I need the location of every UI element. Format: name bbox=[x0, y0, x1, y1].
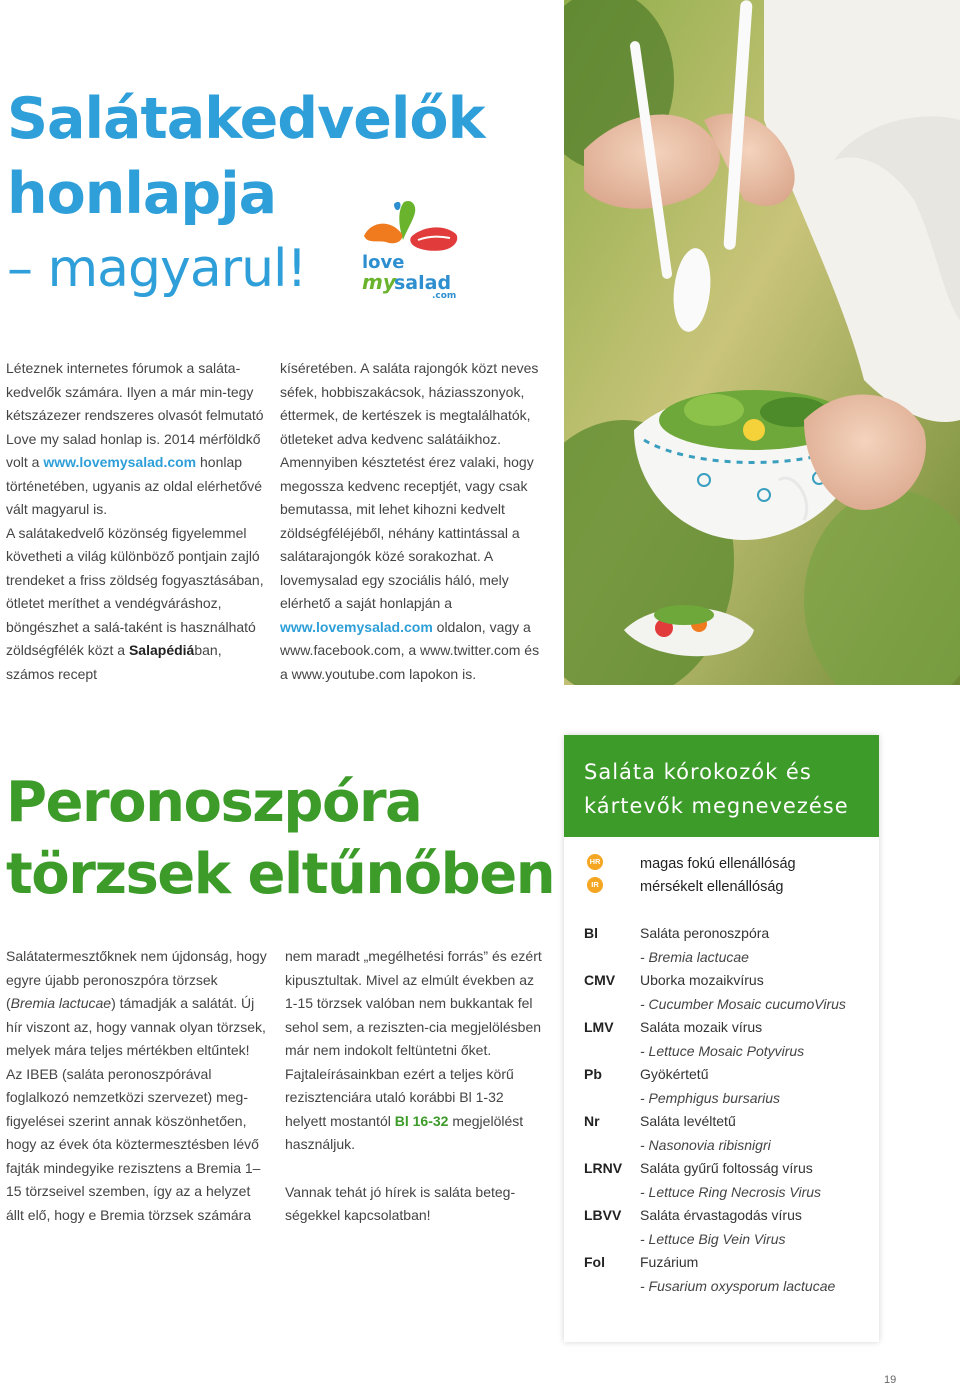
article-paragraph-5: Vannak tehát jó hírek is saláta beteg-ségekkel kapcsolatban! bbox=[285, 1183, 516, 1223]
headline-eltunoben: eltűnőben bbox=[247, 842, 555, 907]
love-my-salad-logo-icon bbox=[356, 196, 466, 300]
list-item bbox=[584, 1063, 874, 1110]
intro-text-4: Amennyiben késztetést érez valaki, hogy megossza kedvenc receptjét, vagy csak bemutassa, mit lehet kihozni kedvelt zöldségféléjéből, néhány kattintással a salátarajongók közé sorakozhat. A lovemysalad egy szociális háló, mely elérhető a saját honlapján a bbox=[280, 454, 534, 611]
intro-text-2: A salátakedvelő közönség figyelemmel követheti a világ különböző pontjain zajló trendeket a friss zöldség fogyasztásában, ötletet meríthet a vendégváráshoz, böngészhet a salá-taként is használható zöldségfélék közt a bbox=[6, 524, 264, 658]
headline-peronoszpora bbox=[6, 770, 556, 914]
intro-paragraph-4 bbox=[280, 451, 550, 686]
lovemysalad-link[interactable]: www.lovemysalad.com bbox=[43, 454, 197, 470]
intro-paragraph-1 bbox=[6, 357, 264, 522]
intro-paragraph-3: kíséretében. A saláta rajongók közt neves séfek, hobbiszakácsok, háziasszonyok, éttermek, de kertészek is megtalálhatók, ötleteket adva kedvenc salátáikhoz. bbox=[280, 360, 539, 447]
list-item bbox=[584, 969, 874, 1016]
pathogen-abbr: LRNV bbox=[584, 1160, 623, 1176]
article-text-4a: Fajtaleírásainkban ezért a teljes körű rezisztenciára utaló korábbi Bl 1-32 helyett mostantól bbox=[285, 1065, 514, 1129]
list-item bbox=[584, 1204, 874, 1251]
pathogen-name: Fuzárium bbox=[640, 1254, 699, 1270]
pathogen-abbr: Bl bbox=[584, 925, 598, 941]
headline-line-3: – magyarul! bbox=[7, 239, 307, 299]
pathogen-box bbox=[564, 735, 879, 1342]
pathogen-name: Saláta érvastagodás vírus bbox=[640, 1207, 802, 1223]
love-my-salad-logo bbox=[356, 196, 466, 300]
list-item bbox=[584, 1110, 874, 1157]
article-text-4b: megjelölést használjuk. bbox=[285, 1112, 524, 1152]
pathogen-sci-name: - Cucumber Mosaic cucumoVirus bbox=[640, 995, 846, 1012]
pathogen-sci-name: - Lettuce Mosaic Potyvirus bbox=[640, 1042, 805, 1059]
article-paragraph-1 bbox=[6, 945, 268, 1063]
intro-column-1 bbox=[6, 357, 264, 686]
headline-salatakedvelok bbox=[7, 82, 547, 307]
pathogen-box-title-2: kártevők megnevezése bbox=[584, 794, 849, 818]
bremia-name: Bremia lactucae bbox=[10, 995, 112, 1011]
bl-16-32-marker: Bl 16-32 bbox=[394, 1112, 449, 1129]
logo-text-com: .com bbox=[432, 291, 457, 300]
pathogen-sci-name: - Bremia lactucae bbox=[640, 948, 749, 965]
pathogen-abbr: Fol bbox=[584, 1254, 605, 1270]
pathogen-list bbox=[584, 922, 874, 1298]
legend-text-ir: mérsékelt ellenállóság bbox=[640, 879, 784, 895]
article-paragraph-3: nem maradt „megélhetési forrás” és ezért kipusztultak. Mivel az elmúlt években az 1-15 törzsek valóban nem bukkantak fel sehol sem, a reziszten-cia megjelölésben már nem indokolt feltüntetni őket. bbox=[285, 948, 542, 1058]
article-paragraph-4 bbox=[285, 1063, 547, 1157]
pathogen-name: Saláta levéltetű bbox=[640, 1113, 736, 1129]
intro-column-2 bbox=[280, 357, 550, 686]
lovemysalad-link-2[interactable]: www.lovemysalad.com bbox=[280, 618, 433, 635]
legend-text-hr: magas fokú ellenállóság bbox=[640, 856, 796, 872]
article-text-1a: Salátatermesztőknek nem újdonság, hogy egyre újabb peronoszpóra törzsek ( bbox=[6, 948, 267, 1011]
headline-line-1: Salátakedvelők bbox=[7, 86, 485, 152]
pathogen-abbr: LMV bbox=[584, 1019, 614, 1035]
salad-photo bbox=[564, 0, 960, 685]
list-item bbox=[584, 1157, 874, 1204]
pathogen-name: Uborka mozaikvírus bbox=[640, 972, 764, 988]
intro-paragraph-2 bbox=[6, 522, 264, 687]
pathogen-sci-name: - Fusarium oxysporum lactucae bbox=[640, 1277, 836, 1294]
logo-text-my: my bbox=[362, 270, 396, 294]
list-item bbox=[584, 1016, 874, 1063]
article-paragraph-2: Az IBEB (saláta peronoszpórával foglalkozó nemzetközi szervezet) meg-figyelései szerint annak köszönhetően, hogy az évek óta köztermesztésben lévő fajták mindegyike rezisztens a Bremia 1–15 törzseivel szemben, így az a helyzet állt elő, hogy e Bremia törzsek számára bbox=[6, 1065, 261, 1223]
intro-text-4-end: oldalon, vagy a www.facebook.com, a www.twitter.com és a www.youtube.com lapokon is. bbox=[280, 618, 540, 682]
page-number: 19 bbox=[884, 1374, 897, 1386]
pathogen-box-title-1: Saláta kórokozók és bbox=[584, 760, 812, 784]
logo-text-love: love bbox=[362, 252, 405, 273]
intro-text-end: honlap történetében, ugyanis az oldal elérhetővé vált magyarul is. bbox=[6, 454, 263, 517]
pathogen-name: Saláta peronoszpóra bbox=[640, 925, 770, 941]
headline-line-2: honlapja bbox=[7, 161, 277, 227]
pathogen-name: Saláta mozaik vírus bbox=[640, 1019, 763, 1035]
article-column-2 bbox=[285, 945, 547, 1228]
salapedia-term: Salapédiá bbox=[128, 642, 195, 658]
legend-row-ir bbox=[584, 876, 874, 899]
headline-peronoszpora-line-2 bbox=[6, 836, 556, 914]
pathogen-abbr: Pb bbox=[584, 1066, 602, 1082]
pathogen-sci-name: - Lettuce Big Vein Virus bbox=[640, 1230, 786, 1247]
article-column-1 bbox=[6, 945, 268, 1227]
headline-torzsek: törzsek bbox=[6, 842, 248, 907]
intro-text: Léteznek internetes fórumok a saláta-kedvelők számára. Ilyen a már min-tegy kétszázezer rendszeres olvasót felmutató Love my salad honlap is. 2014 mérföldkő volt a bbox=[6, 360, 264, 470]
hr-badge-icon: HR bbox=[587, 854, 603, 870]
resistance-legend bbox=[584, 853, 874, 899]
pathogen-sci-name: - Nasonovia ribisnigri bbox=[640, 1136, 771, 1153]
pathogen-name: Gyökértetű bbox=[640, 1066, 709, 1082]
pathogen-abbr: Nr bbox=[584, 1113, 600, 1129]
list-item bbox=[584, 922, 874, 969]
ir-badge-icon: IR bbox=[587, 877, 603, 893]
pathogen-sci-name: - Pemphigus bursarius bbox=[640, 1089, 781, 1106]
logo-text-salad: salad bbox=[394, 272, 452, 294]
pathogen-sci-name: - Lettuce Ring Necrosis Virus bbox=[640, 1183, 822, 1200]
pathogen-name: Saláta gyűrű foltosság vírus bbox=[640, 1160, 813, 1176]
legend-row-hr bbox=[584, 853, 874, 876]
list-item bbox=[584, 1251, 874, 1298]
pathogen-abbr: LBVV bbox=[584, 1207, 622, 1223]
article-text-1b: ) támadják a salátát. Új hír viszont az, hogy vannak olyan törzsek, melyek mára teljes mértékben eltűntek! bbox=[6, 995, 266, 1058]
intro-text-2-end: ban, számos recept bbox=[6, 642, 222, 682]
headline-peronoszpora-line-1: Peronoszpóra bbox=[6, 770, 422, 835]
pathogen-box-header bbox=[564, 735, 879, 837]
pathogen-abbr: CMV bbox=[584, 972, 616, 988]
